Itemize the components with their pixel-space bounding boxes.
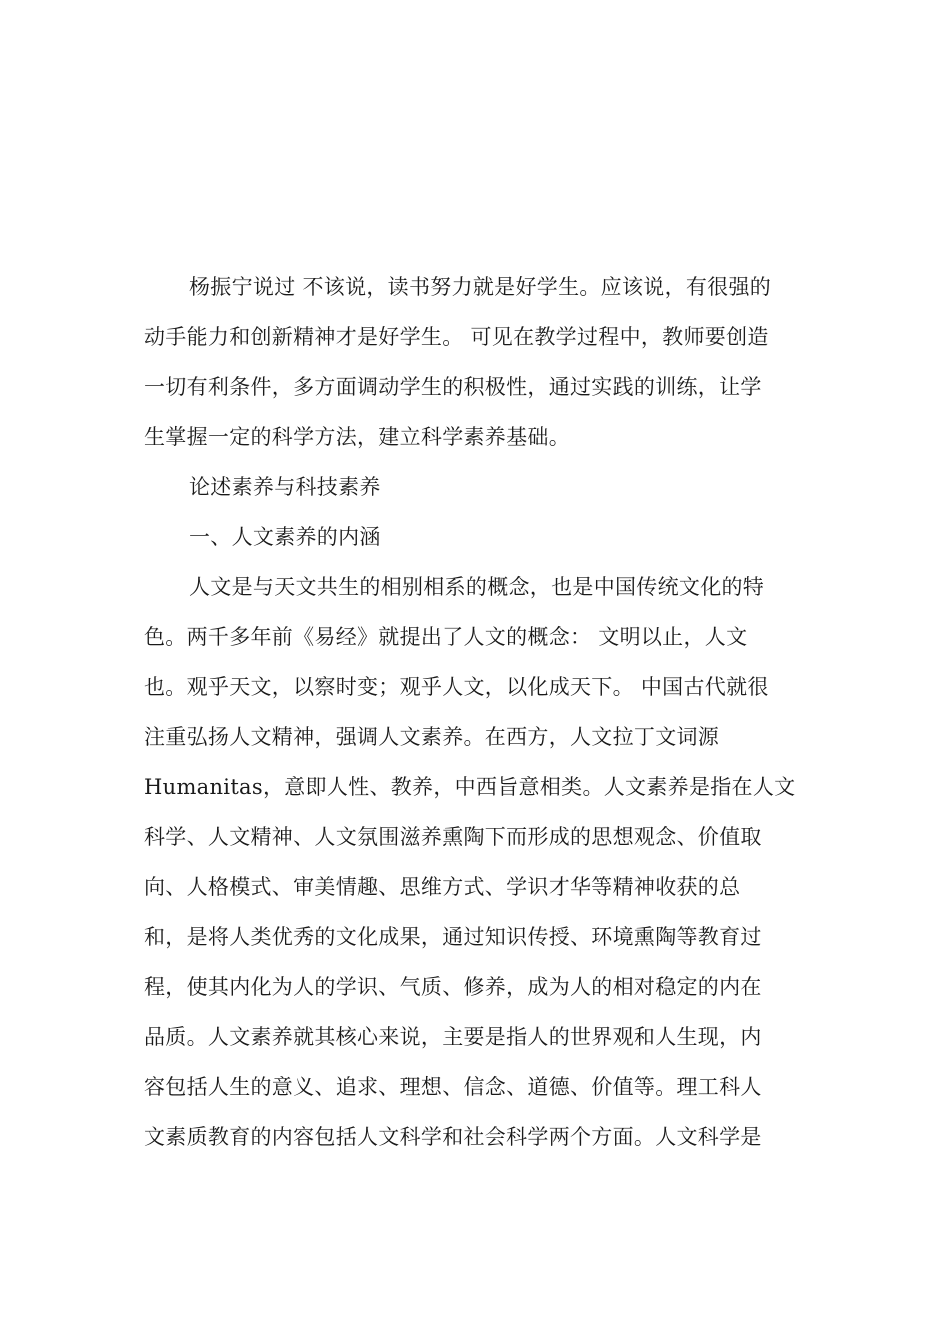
paragraph-2-line-4: 注重弘扬人文精神，强调人文素养。在西方，人文拉丁文词源	[144, 725, 720, 749]
paragraph-1-line-1: 杨振宁说过 不该说，读书努力就是好学生。应该说，有很强的	[189, 275, 772, 299]
paragraph-2-line-5: Humanitas，意即人性、教养，中西旨意相类。人文素养是指在人文	[144, 775, 796, 799]
paragraph-2-line-7: 向、人格模式、审美情趣、思维方式、学识才华等精神收获的总	[144, 875, 741, 899]
section-heading: 论述素养与科技素养	[189, 475, 381, 499]
paragraph-2-line-2: 色。两千多年前《易经》就提出了人文的概念： 文明以止，人文	[144, 625, 748, 649]
paragraph-2-line-1: 人文是与天文共生的相别相系的概念，也是中国传统文化的特	[189, 575, 765, 599]
document-body	[144, 262, 804, 1162]
paragraph-2-line-9: 程，使其内化为人的学识、气质、修养，成为人的相对稳定的内在	[144, 975, 762, 999]
paragraph-1-line-4: 生掌握一定的科学方法，建立科学素养基础。	[144, 425, 570, 449]
paragraph-2-line-10: 品质。人文素养就其核心来说，主要是指人的世界观和人生现，内	[144, 1025, 762, 1049]
paragraph-2-line-8: 和，是将人类优秀的文化成果，通过知识传授、环境熏陶等教育过	[144, 925, 762, 949]
subsection-heading: 一、人文素养的内涵	[189, 525, 381, 549]
paragraph-2-line-11: 容包括人生的意义、追求、理想、信念、道德、价值等。理工科人	[144, 1075, 762, 1099]
paragraph-2-line-12: 文素质教育的内容包括人文科学和社会科学两个方面。人文科学是	[144, 1125, 762, 1149]
paragraph-2-line-6: 科学、人文精神、人文氛围滋养熏陶下而形成的思想观念、价值取	[144, 825, 762, 849]
paragraph-2-line-3: 也。观乎天文，以察时变；观乎人文，以化成天下。 中国古代就很	[144, 675, 769, 699]
paragraph-1-line-2: 动手能力和创新精神才是好学生。 可见在教学过程中，教师要创造	[144, 325, 769, 349]
paragraph-1-line-3: 一切有利条件，多方面调动学生的积极性，通过实践的训练，让学	[144, 375, 762, 399]
